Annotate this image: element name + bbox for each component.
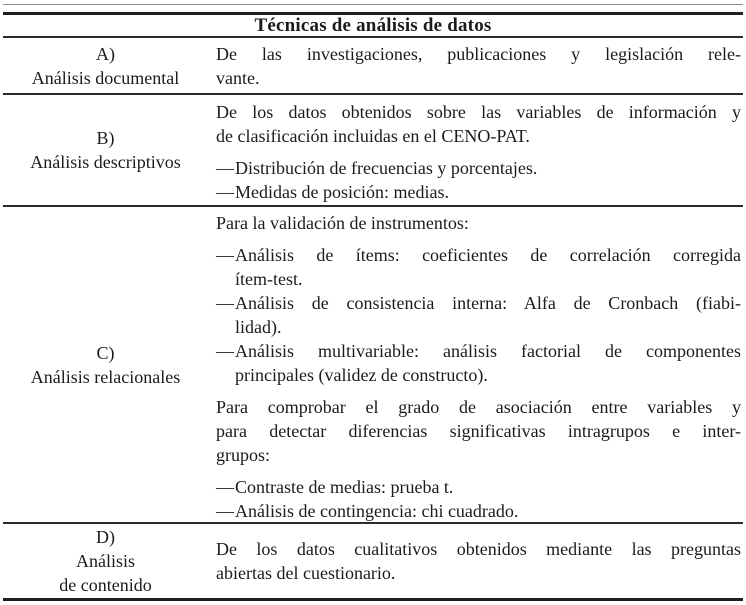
- text-line: Distribución de frecuencias y porcentajes.: [235, 158, 538, 178]
- row-label-line: C): [96, 342, 115, 363]
- text-line: principales (validez de constructo).: [235, 365, 488, 385]
- table-title: Técnicas de análisis de datos: [254, 14, 492, 36]
- dash-list-item: [216, 156, 741, 180]
- row-label-line: B): [96, 128, 115, 148]
- text-line: grupos:: [216, 445, 270, 465]
- row-label-d: [3, 524, 208, 598]
- em-dash-marker: —: [216, 158, 234, 178]
- dash-list-item: [216, 243, 741, 291]
- em-dash-marker: —: [216, 341, 234, 361]
- text-line: De los datos cualitativos obtenidos mediante las preguntas: [216, 539, 741, 559]
- paragraph: [216, 537, 741, 585]
- text-line: para detectar diferencias significativas intragrupos e inter-: [216, 421, 741, 441]
- text-line: de clasificación incluidas en el CENO-PAT.: [216, 126, 530, 146]
- text-line: De las investigaciones, publicaciones y legislación rele-: [216, 43, 741, 64]
- analysis-techniques-table: [3, 0, 743, 601]
- dash-list-item: [216, 499, 741, 523]
- row-label-line: de contenido: [59, 575, 152, 595]
- text-line: Para la validación de instrumentos:: [216, 213, 469, 233]
- row-content-b: [208, 95, 743, 205]
- em-dash-marker: —: [216, 477, 234, 497]
- text-line: Análisis multivariable: análisis factorial de componentes: [235, 341, 741, 361]
- dash-list-item: [216, 180, 741, 204]
- row-content-c: [208, 207, 743, 522]
- paragraph: [216, 42, 741, 90]
- dash-list-item: [216, 475, 741, 499]
- em-dash-marker: —: [216, 293, 234, 313]
- row-label-b: [3, 95, 208, 205]
- row-label-line: Análisis relacionales: [30, 366, 181, 387]
- row-label-line: Análisis descriptivos: [30, 152, 181, 172]
- text-line: Para comprobar el grado de asociación entre variables y: [216, 397, 741, 417]
- paragraph: [216, 395, 741, 467]
- row-label-line: D): [96, 527, 115, 547]
- text-line: Análisis de contingencia: chi cuadrado.: [235, 501, 519, 521]
- text-line: ítem-test.: [235, 269, 303, 289]
- dash-list: [216, 475, 741, 523]
- text-line: De los datos obtenidos sobre las variables de información y: [216, 102, 741, 122]
- row-label-c: [3, 207, 208, 522]
- text-line: lidad).: [235, 317, 282, 337]
- row-content-d: [208, 524, 743, 598]
- em-dash-marker: —: [216, 182, 234, 202]
- text-line: Análisis de ítems: coeficientes de correlación corregida: [235, 245, 741, 265]
- text-line: Contraste de medias: prueba t.: [235, 477, 454, 497]
- text-line: abiertas del cuestionario.: [216, 563, 396, 583]
- dash-list-item: [216, 291, 741, 339]
- row-label-line: A): [96, 43, 115, 64]
- dash-list: [216, 156, 741, 204]
- table-row-b: [3, 95, 743, 205]
- em-dash-marker: —: [216, 245, 234, 265]
- row-content-a: [208, 38, 743, 93]
- row-label-line: Análisis: [75, 551, 135, 571]
- table-bottom-rule: [3, 598, 743, 601]
- text-line: Análisis de consistencia interna: Alfa de Cronbach (fiabi-: [235, 293, 741, 313]
- row-label-a: [3, 38, 208, 93]
- table-row-d: [3, 524, 743, 598]
- dash-list: [216, 243, 741, 387]
- table-row-a: [3, 38, 743, 93]
- paragraph: [216, 211, 741, 235]
- dash-list-item: [216, 339, 741, 387]
- text-line: vante.: [216, 67, 260, 88]
- row-label-line: Análisis documental: [31, 67, 180, 88]
- em-dash-marker: —: [216, 501, 234, 521]
- table-row-c: [3, 207, 743, 522]
- text-line: Medidas de posición: medias.: [235, 182, 449, 202]
- paragraph: [216, 100, 741, 148]
